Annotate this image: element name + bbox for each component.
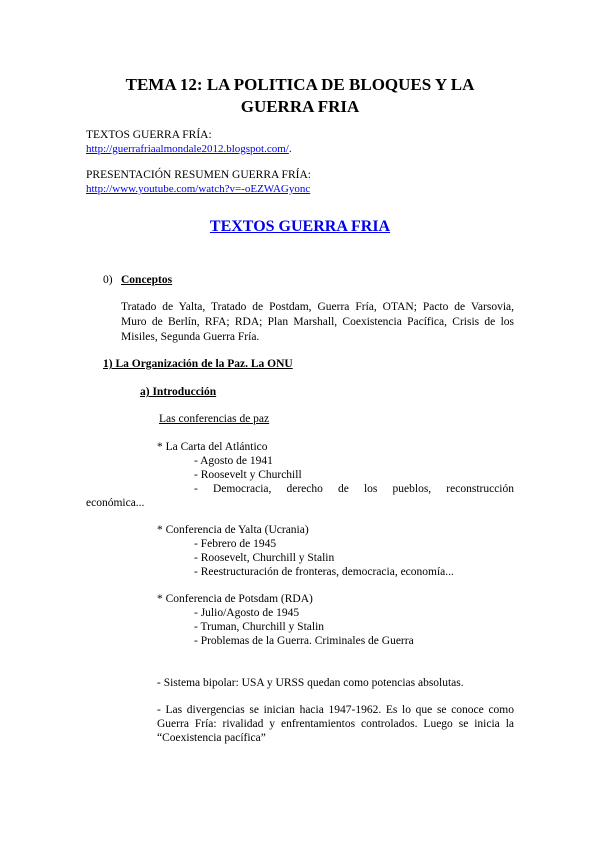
divergencias-line-3: “Coexistencia pacífica” — [157, 732, 266, 744]
carta-item-3-cont: económica... — [86, 497, 145, 509]
conceptos-heading: Conceptos — [121, 274, 173, 286]
conferencias-heading: Las conferencias de paz — [159, 413, 270, 425]
sistema-bipolar: - Sistema bipolar: USA y URSS quedan como potencias absolutas. — [157, 677, 464, 689]
divergencias-line-1: - Las divergencias se inician hacia 1947-1962. Es lo que se conoce como — [157, 704, 514, 716]
yalta-item-2: - Roosevelt, Churchill y Stalin — [194, 552, 335, 564]
yalta-title: * Conferencia de Yalta (Ucrania) — [157, 524, 309, 536]
carta-item-3: - Democracia, derecho de los pueblos, reconstrucción — [194, 483, 514, 495]
potsdam-item-1: - Julio/Agosto de 1945 — [194, 607, 300, 619]
carta-item-1: - Agosto de 1941 — [194, 455, 273, 467]
textos-link-suffix: . — [288, 143, 292, 155]
textos-link[interactable]: http://guerrafriaalmondale2012.blogspot.com/ — [86, 143, 289, 155]
conceptos-line-1: Tratado de Yalta, Tratado de Postdam, Guerra Fría, OTAN; Pacto de Varsovia, — [121, 301, 514, 313]
carta-item-2: - Roosevelt y Churchill — [194, 469, 302, 481]
onu-heading: 1) La Organización de la Paz. La ONU — [103, 358, 293, 370]
textos-label: TEXTOS GUERRA FRÍA: — [86, 129, 212, 141]
yalta-item-3: - Reestructuración de fronteras, democracia, economía... — [194, 566, 454, 578]
textos-link-line — [86, 142, 292, 156]
presentacion-link-line — [86, 182, 310, 196]
potsdam-title: * Conferencia de Potsdam (RDA) — [157, 593, 313, 605]
introduccion-heading: a) Introducción — [140, 386, 217, 398]
presentacion-link[interactable]: http://www.youtube.com/watch?v=-oEZWAGyonc — [86, 183, 311, 195]
divergencias-line-2: Guerra Fría: rivalidad y enfrentamientos controlados. Luego se inicia la — [157, 718, 514, 730]
potsdam-item-2: - Truman, Churchill y Stalin — [194, 621, 325, 633]
section-title-link[interactable]: TEXTOS GUERRA FRIA — [209, 218, 391, 235]
title-line-1: TEMA 12: LA POLITICA DE BLOQUES Y LA — [125, 75, 475, 94]
presentacion-label: PRESENTACIÓN RESUMEN GUERRA FRÍA: — [86, 169, 311, 181]
title-line-2: GUERRA FRIA — [240, 97, 360, 116]
potsdam-item-3: - Problemas de la Guerra. Criminales de Guerra — [194, 635, 414, 647]
conceptos-line-3: Misiles, Segunda Guerra Fría. — [121, 331, 260, 343]
carta-title: * La Carta del Atlántico — [157, 441, 268, 453]
conceptos-number: 0) — [103, 274, 113, 286]
conceptos-line-2: Muro de Berlín, RFA; RDA; Plan Marshall, Coexistencia Pacífica, Crisis de los — [121, 316, 514, 328]
yalta-item-1: - Febrero de 1945 — [194, 538, 277, 550]
